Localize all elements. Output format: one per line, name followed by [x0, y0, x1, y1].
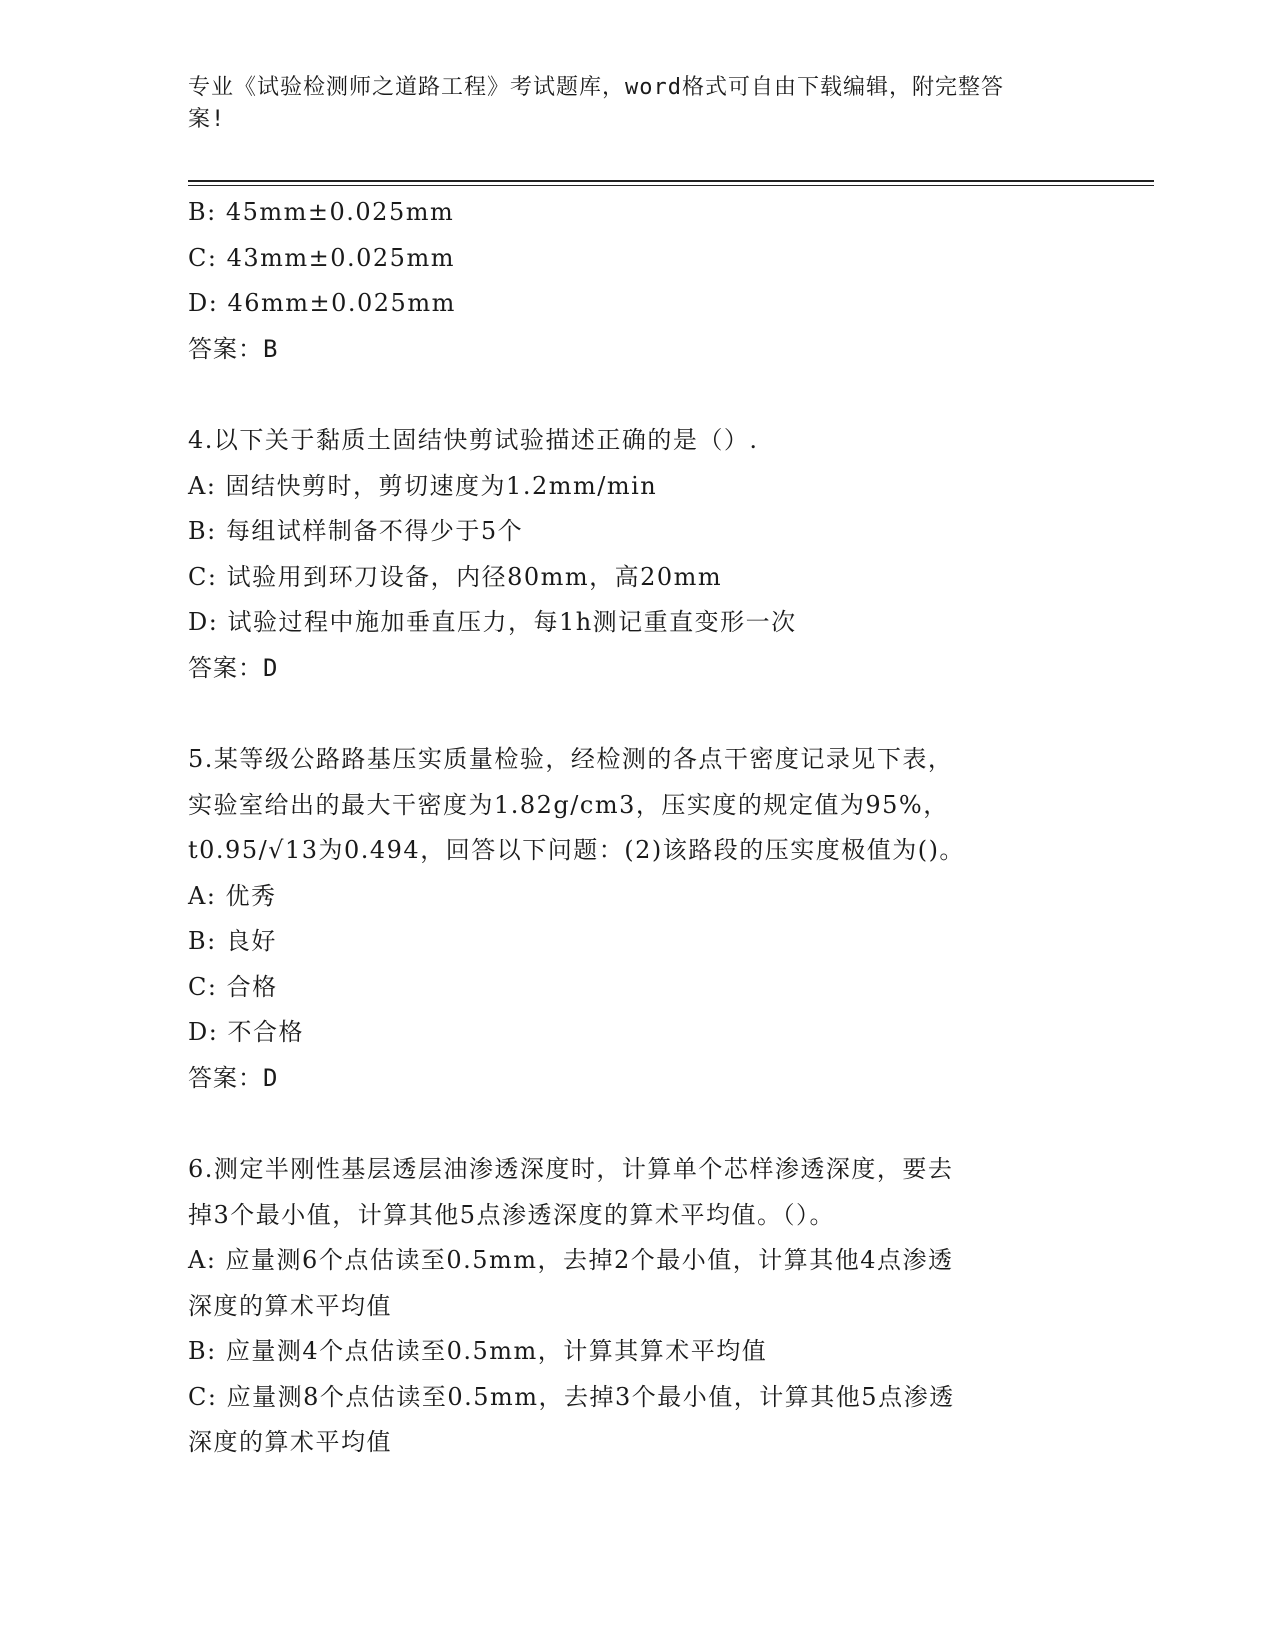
page-header	[188, 72, 1068, 136]
header-line-1: 专业《试验检测师之道路工程》考试题库，word格式可自由下载编辑，附完整答	[188, 75, 1004, 100]
question-6	[188, 1147, 1088, 1466]
q4-answer: 答案：D	[188, 653, 279, 682]
question-5	[188, 737, 1088, 1101]
q5-option-a: A: 优秀	[188, 881, 277, 910]
q6-option-c-line-2: 深度的算术平均值	[188, 1428, 392, 1456]
q5-stem-line-1: 5.某等级公路路基压实质量检验，经检测的各点干密度记录见下表，	[188, 745, 954, 773]
header-rule-thick	[188, 180, 1154, 182]
q6-stem-line-1: 6.测定半刚性基层透层油渗透深度时，计算单个芯样渗透深度，要去	[188, 1155, 954, 1183]
q5-option-b: B: 良好	[188, 927, 277, 955]
spacer	[188, 372, 1088, 418]
question-3	[188, 190, 1088, 372]
q6-stem-line-2: 掉3个最小值，计算其他5点渗透深度的算术平均值。（）。	[188, 1200, 836, 1229]
q3-answer: 答案：B	[188, 334, 279, 363]
q6-option-b: B: 应量测4个点估读至0.5mm，计算其算术平均值	[188, 1337, 768, 1365]
header-line-2: 案!	[188, 107, 226, 132]
q5-option-d: D: 不合格	[188, 1018, 304, 1046]
q6-option-c-line-1: C: 应量测8个点估读至0.5mm，去掉3个最小值，计算其他5点渗透	[188, 1382, 955, 1411]
q6-option-a-line-1: A: 应量测6个点估读至0.5mm，去掉2个最小值，计算其他4点渗透	[188, 1246, 954, 1274]
q4-stem: 4.以下关于黏质土固结快剪试验描述正确的是（）.	[188, 426, 759, 454]
header-rule-thin	[188, 185, 1154, 186]
q4-option-a: A: 固结快剪时，剪切速度为1.2mm/min	[188, 471, 658, 500]
question-4	[188, 418, 1088, 691]
q3-option-b: B: 45mm±0.025mm	[188, 198, 455, 226]
q5-answer: 答案：D	[188, 1063, 279, 1092]
q4-option-d: D: 试验过程中施加垂直压力，每1h测记重直变形一次	[188, 608, 797, 636]
q5-stem-line-2: 实验室给出的最大干密度为1.82g/cm3，压实度的规定值为95%，	[188, 790, 949, 819]
q5-option-c: C: 合格	[188, 972, 278, 1001]
spacer	[188, 1101, 1088, 1147]
spacer	[188, 691, 1088, 737]
q6-option-a-line-2: 深度的算术平均值	[188, 1291, 392, 1320]
q3-option-c: C: 43mm±0.025mm	[188, 243, 455, 272]
q3-option-d: D: 46mm±0.025mm	[188, 289, 456, 317]
q5-stem-line-3: t0.95/√13为0.494，回答以下问题：(2)该路段的压实度极值为()。	[188, 836, 965, 864]
q4-option-c: C: 试验用到环刀设备，内径80mm，高20mm	[188, 562, 723, 591]
question-content	[188, 190, 1088, 1466]
q4-option-b: B: 每组试样制备不得少于5个	[188, 517, 524, 545]
